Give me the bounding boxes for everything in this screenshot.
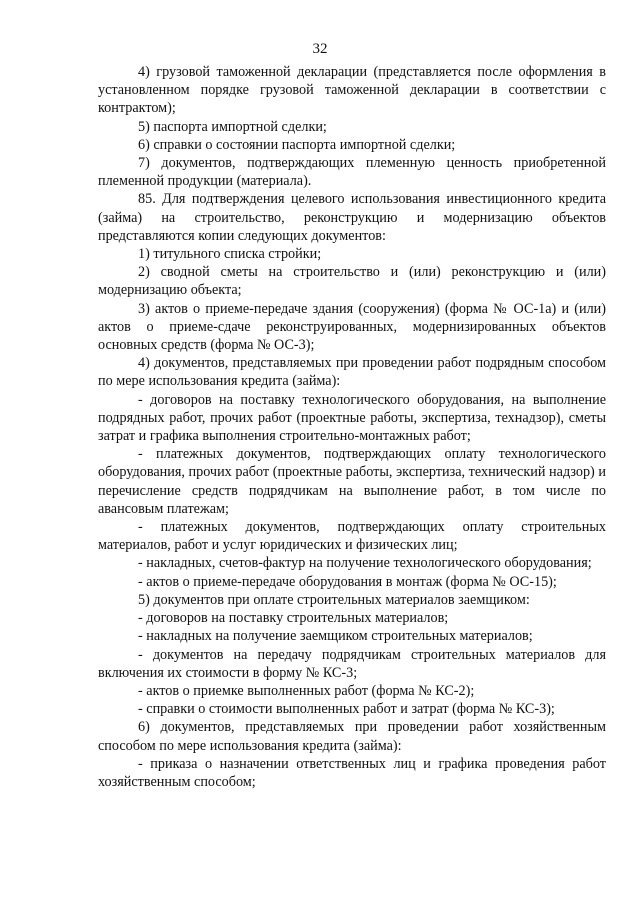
paragraph-item-7-breeding-value: 7) документов, подтверждающих племенную ценность приобретенной племенной продукции (материала).: [98, 155, 606, 190]
paragraph-item-5-import-passport: 5) паспорта импортной сделки;: [138, 118, 327, 135]
paragraph-item-1-title-list: 1) титульного списка стройки;: [138, 246, 322, 263]
paragraph-dash-material-transfer: - документов на передачу подрядчикам строительных материалов для включения их стоимости в форму № КС-3;: [98, 646, 606, 681]
paragraph-item-4-customs-declaration: 4) грузовой таможенной декларации (представляется после оформления в установленном порядке грузовой таможенной декларации в соответствии с контрактом);: [98, 64, 606, 117]
paragraph-item-2-summary-estimate: 2) сводной сметы на строительство и (или) реконструкцию и (или) модернизацию объекта;: [98, 264, 606, 299]
page-number: 32: [312, 41, 328, 57]
paragraph-dash-payment-documents: - платежных документов, подтверждающих оплату технологического оборудования, прочих работ (проектные работы, экспертиза, технический надзор) и перечисление средств подрядчикам на выполнение работ, в том числе по авансовым платежам;: [98, 446, 606, 517]
paragraph-item-4-contract-works: 4) документов, представляемых при проведении работ подрядным способом по мере использования кредита (займа):: [98, 355, 606, 390]
paragraph-item-3-acceptance-acts: 3) актов о приеме-передаче здания (сооружения) (форма № ОС-1а) и (или) актов о приеме-сдаче реконструированных, модернизированных объектов основных средств (форма № ОС-3);: [98, 300, 606, 354]
document-body: [98, 63, 606, 791]
paragraph-dash-material-contracts: - договоров на поставку строительных материалов;: [138, 610, 449, 627]
paragraph-dash-installation-acts: - актов о приеме-передаче оборудования в монтаж (форма № ОС-15);: [138, 573, 557, 590]
paragraph-dash-appointment-order: - приказа о назначении ответственных лиц и графика проведения работ хозяйственным способом;: [98, 755, 606, 790]
paragraph-dash-payment-materials: - платежных документов, подтверждающих оплату строительных материалов, работ и услуг юридических и физических лиц;: [98, 519, 606, 554]
paragraph-section-85: 85. Для подтверждения целевого использования инвестиционного кредита (займа) на строительство, реконструкцию и модернизацию объектов представляются копии следующих документов:: [98, 191, 606, 244]
paragraph-dash-ks3-certificates: - справки о стоимости выполненных работ и затрат (форма № КС-3);: [138, 701, 555, 718]
paragraph-dash-invoices: - накладных, счетов-фактур на получение технологического оборудования;: [138, 555, 592, 572]
paragraph-item-5-materials-payment: 5) документов при оплате строительных материалов заемщиком:: [138, 591, 530, 608]
paragraph-item-6-passport-status: 6) справки о состоянии паспорта импортной сделки;: [138, 136, 456, 153]
paragraph-dash-ks2-acts: - актов о приемке выполненных работ (форма № КС-2);: [138, 682, 475, 699]
paragraph-dash-material-waybills: - накладных на получение заемщиком строительных материалов;: [138, 628, 533, 645]
paragraph-dash-supply-contracts: - договоров на поставку технологического оборудования, на выполнение подрядных работ, прочих работ (проектные работы, экспертиза, технадзор), сметы затрат и графика выполнения строительно-монтажных работ;: [98, 391, 606, 445]
paragraph-item-6-own-works: 6) документов, представляемых при проведении работ хозяйственным способом по мере использования кредита (займа):: [98, 719, 606, 754]
